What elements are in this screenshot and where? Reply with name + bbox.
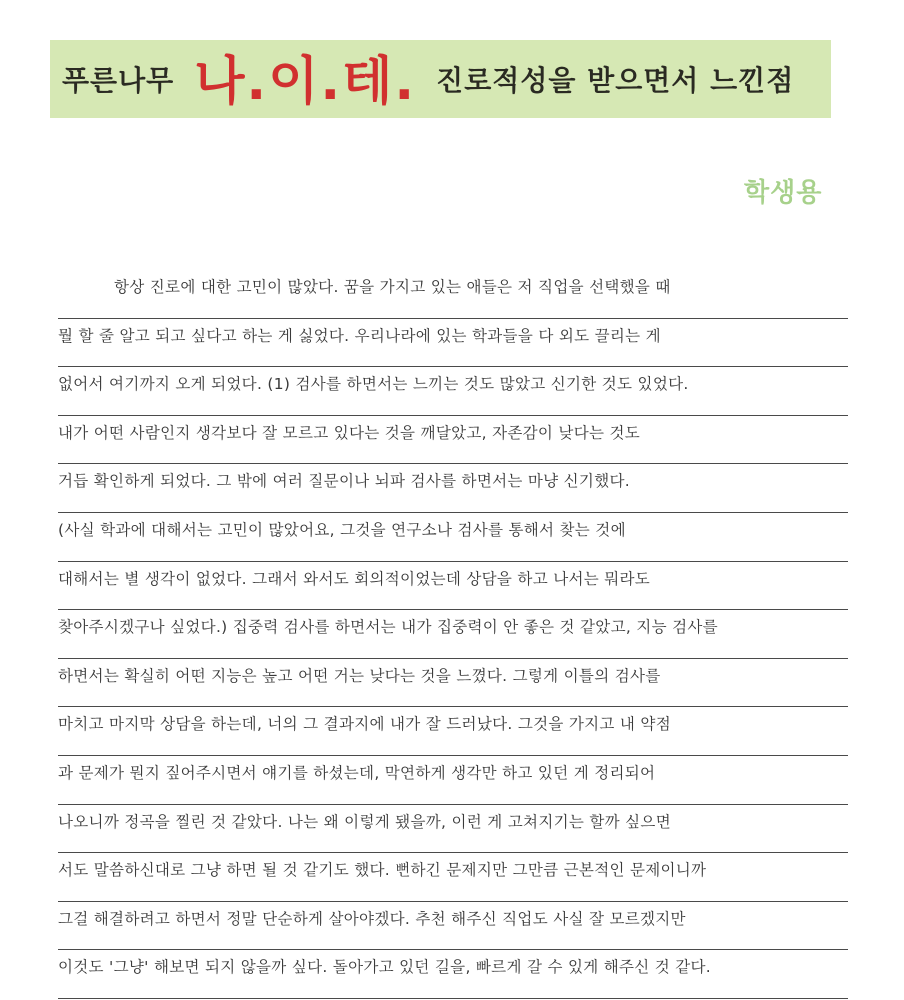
banner-brand-logo: 나.이.테. xyxy=(194,51,417,112)
essay-line: 뭘 할 줄 알고 되고 싶다고 하는 게 싫었다. 우리나라에 있는 학과들을 다 외도 끌리는 게 xyxy=(58,319,848,368)
essay-line: 하면서는 확실히 어떤 지능은 높고 어떤 거는 낮다는 것을 느꼈다. 그렇게 이틀의 검사를 xyxy=(58,659,848,708)
essay-line: (사실 학과에 대해서는 고민이 많았어요, 그것을 연구소나 검사를 통해서 찾는 것에 xyxy=(58,513,848,562)
essay-line: 대해서는 별 생각이 없었다. 그래서 와서도 회의적이었는데 상담을 하고 나서는 뭐라도 xyxy=(58,562,848,611)
title-banner xyxy=(50,40,831,118)
essay-line: 찾아주시겠구나 싶었다.) 집중력 검사를 하면서는 내가 집중력이 안 좋은 것 같았고, 지능 검사를 xyxy=(58,610,848,659)
essay-line: 항상 진로에 대한 고민이 많았다. 꿈을 가지고 있는 애들은 저 직업을 선택했을 때 xyxy=(58,270,848,319)
essay-line: 거듭 확인하게 되었다. 그 밖에 여러 질문이나 뇌파 검사를 하면서는 마냥 신기했다. xyxy=(58,464,848,513)
essay-line: 그걸 해결하려고 하면서 정말 단순하게 살아야겠다. 추천 해주신 직업도 사실 잘 모르겠지만 xyxy=(58,902,848,951)
essay-line: 서도 말씀하신대로 그냥 하면 될 것 같기도 했다. 뻔하긴 문제지만 그만큼 근본적인 문제이니까 xyxy=(58,853,848,902)
banner-left-text: 푸른나무 xyxy=(62,64,175,97)
essay-line: 이것도 '그냥' 해보면 되지 않을까 싶다. 돌아가고 있던 길을, 빠르게 갈 수 있게 해주신 것 같다. xyxy=(58,950,848,999)
essay-line: 없어서 여기까지 오게 되었다. (1) 검사를 하면서는 느끼는 것도 많았고 신기한 것도 있었다. xyxy=(58,367,848,416)
essay-line: 나오니까 정곡을 찔린 것 같았다. 나는 왜 이렇게 됐을까, 이런 게 고쳐지기는 할까 싶으면 xyxy=(58,805,848,854)
essay-line: 마치고 마지막 상담을 하는데, 너의 그 결과지에 내가 잘 드러났다. 그것을 가지고 내 약점 xyxy=(58,707,848,756)
essay-line: 과 문제가 뭔지 짚어주시면서 얘기를 하셨는데, 막연하게 생각만 하고 있던 게 정리되어 xyxy=(58,756,848,805)
handwritten-essay xyxy=(58,270,848,999)
essay-line: 내가 어떤 사람인지 생각보다 잘 모르고 있다는 것을 깨달았고, 자존감이 낮다는 것도 xyxy=(58,416,848,465)
student-tag: 학생용 xyxy=(744,178,823,208)
banner-right-text: 진로적성을 받으면서 느낀점 xyxy=(436,64,795,97)
